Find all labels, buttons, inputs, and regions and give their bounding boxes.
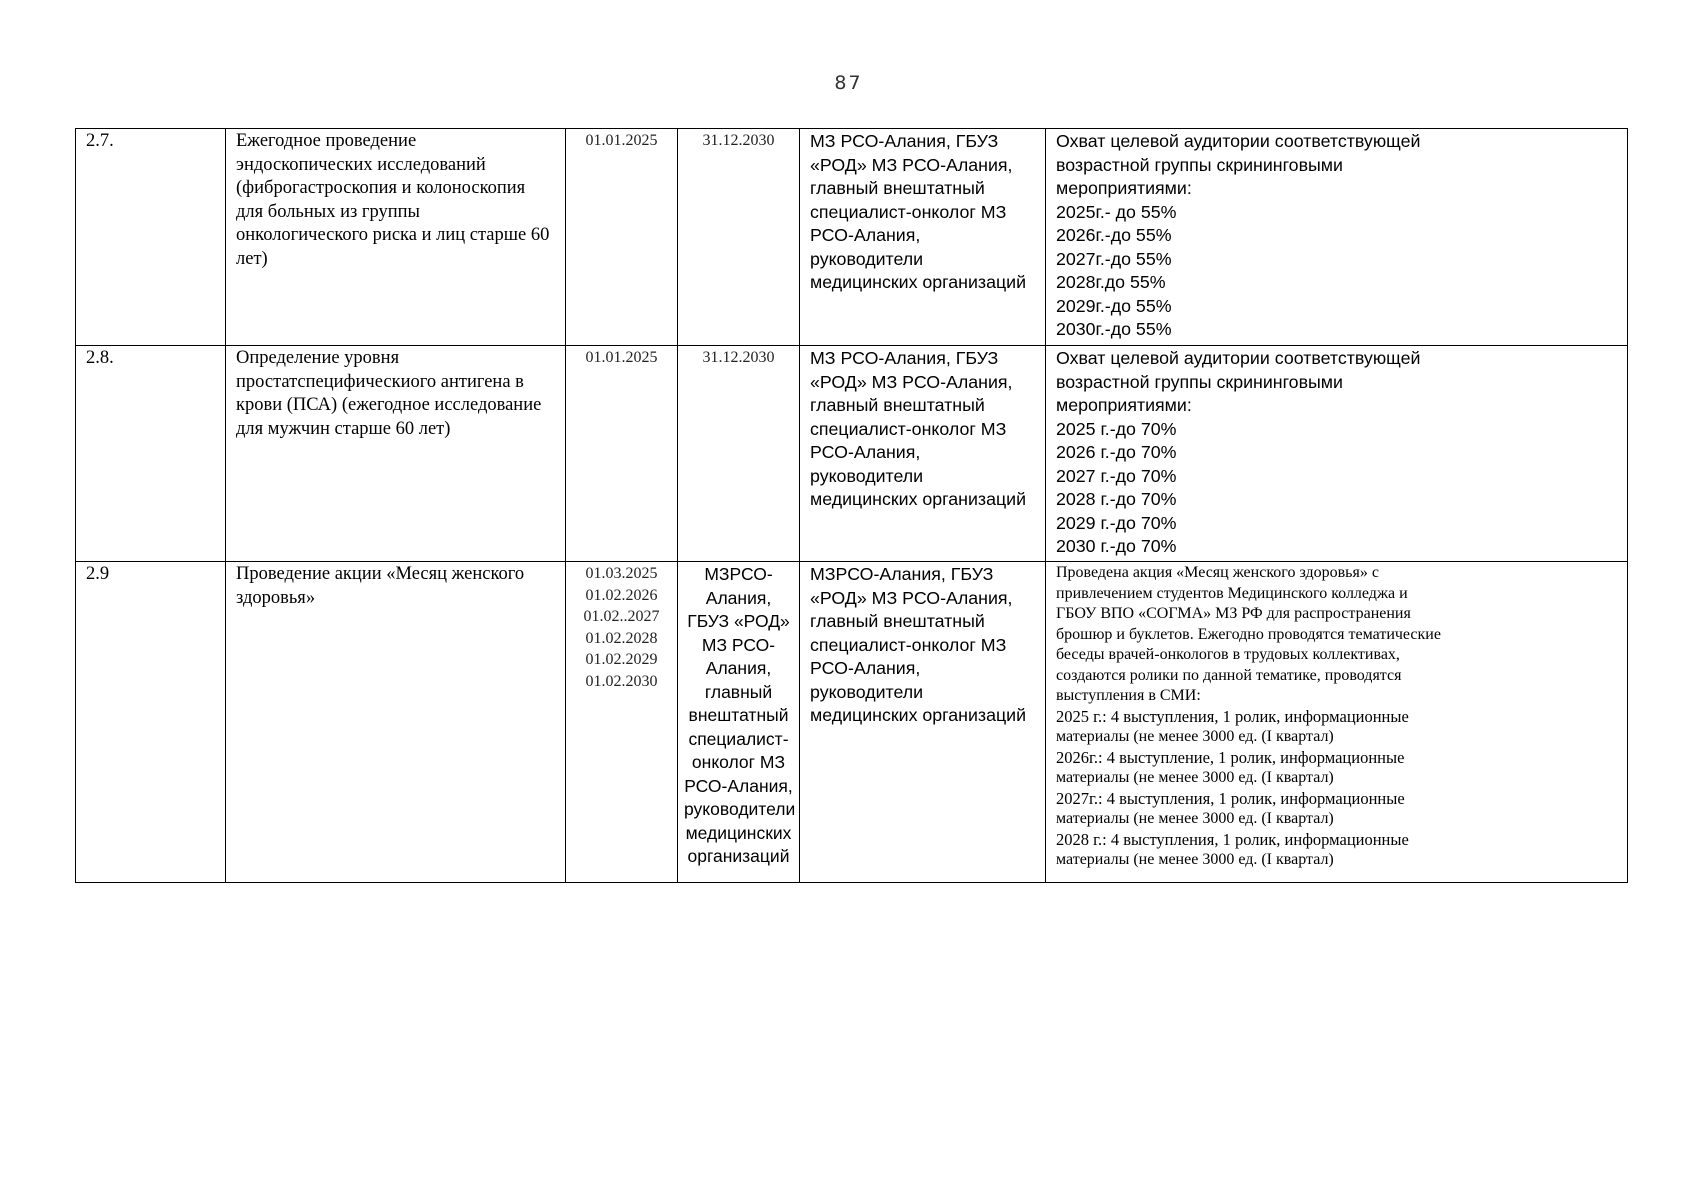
result-line: 2027 г.-до 70%: [1056, 465, 1177, 486]
result-line: 2028 г.: 4 выступления, 1 ролик, информационные: [1056, 829, 1409, 849]
row-number: 2.9: [76, 562, 226, 883]
measure-name: Ежегодное проведение эндоскопических исследований (фиброгастроскопия и колоноскопия для больных из группы онкологического риска и лиц старше 60 лет): [226, 129, 566, 346]
result-line: 2030 г.-до 70%: [1056, 536, 1177, 556]
start-date-line: 01.03.2025: [585, 565, 658, 582]
result-line: 2027г.-до 55%: [1056, 248, 1172, 269]
result-line: 2028г.до 55%: [1056, 272, 1166, 292]
result-line: Охват целевой аудитории соответствующей: [1056, 131, 1421, 151]
result-line: Проведена акция «Месяц женского здоровья» с: [1056, 564, 1379, 581]
result-line: возрастной группы скрининговыми: [1056, 154, 1343, 175]
measure-name: Определение уровня простатспецифическиого антигена в крови (ПСА) (ежегодное исследование для мужчин старше 60 лет): [226, 346, 566, 562]
start-date: [566, 129, 678, 346]
expected-result: [1046, 129, 1628, 346]
result-line: ГБОУ ВПО «СОГМА» МЗ РФ для распространения: [1056, 605, 1411, 622]
row-number: 2.8.: [76, 346, 226, 562]
result-line: выступления в СМИ:: [1056, 687, 1201, 704]
start-date-line: 01.01.2025: [585, 132, 658, 149]
table-row: [76, 346, 1628, 562]
result-line: Охват целевой аудитории соответствующей: [1056, 348, 1421, 368]
result-line: материалы (не менее 3000 ед. (I квартал): [1056, 810, 1334, 827]
end-date: МЗРСО-Алания, ГБУЗ «РОД» МЗ РСО-Алания, главный внештатный специалист-онколог МЗ РСО-Алания, руководители медицинских организаций: [678, 562, 800, 883]
result-line: 2025 г.-до 70%: [1056, 418, 1177, 439]
start-date: [566, 346, 678, 562]
result-line: беседы врачей-онкологов в трудовых коллективах,: [1056, 646, 1400, 663]
start-date-line: 01.02.2026: [585, 586, 658, 604]
result-line: мероприятиями:: [1056, 395, 1192, 415]
page-number: 87: [834, 72, 863, 94]
start-date: [566, 562, 678, 883]
result-line: 2026г.: 4 выступление, 1 ролик, информационные: [1056, 747, 1405, 767]
end-date: 31.12.2030: [678, 346, 800, 562]
executors: МЗ РСО-Алания, ГБУЗ «РОД» МЗ РСО-Алания, главный внештатный специалист-онколог МЗ РСО-Алания, руководители медицинских организаций: [800, 346, 1046, 562]
result-line: материалы (не менее 3000 ед. (I квартал): [1056, 769, 1334, 786]
start-date-line: 01.01.2025: [585, 349, 658, 366]
result-line: материалы (не менее 3000 ед. (I квартал): [1056, 728, 1334, 745]
result-line: 2025 г.: 4 выступления, 1 ролик, информационные: [1056, 706, 1409, 726]
result-line: 2026 г.-до 70%: [1056, 442, 1177, 462]
result-line: привлечением студентов Медицинского колледжа и: [1056, 584, 1408, 602]
executors: МЗ РСО-Алания, ГБУЗ «РОД» МЗ РСО-Алания, главный внештатный специалист-онколог МЗ РСО-Алания, руководители медицинских организаций: [800, 129, 1046, 346]
start-date-line: 01.02..2027: [583, 608, 660, 625]
result-line: 2029г.-до 55%: [1056, 295, 1172, 316]
row-number: 2.7.: [76, 129, 226, 346]
result-line: материалы (не менее 3000 ед. (I квартал): [1056, 851, 1334, 868]
result-line: 2025г.- до 55%: [1056, 201, 1177, 222]
table-row: [76, 129, 1628, 346]
expected-result: [1046, 562, 1628, 883]
table-row: [76, 562, 1628, 883]
result-line: 2030г.-до 55%: [1056, 319, 1172, 339]
result-line: 2029 г.-до 70%: [1056, 512, 1177, 533]
result-line: возрастной группы скрининговыми: [1056, 371, 1343, 392]
result-line: 2028 г.-до 70%: [1056, 489, 1177, 509]
expected-result: [1046, 346, 1628, 562]
result-line: брошюр и буклетов. Ежегодно проводятся тематические: [1056, 625, 1441, 643]
result-line: мероприятиями:: [1056, 178, 1192, 198]
start-date-line: 01.02.2029: [585, 651, 658, 668]
end-date: 31.12.2030: [678, 129, 800, 346]
result-line: 2026г.-до 55%: [1056, 225, 1172, 245]
plan-table: [75, 128, 1628, 883]
start-date-line: 01.02.2030: [585, 672, 658, 690]
result-line: 2027г.: 4 выступления, 1 ролик, информационные: [1056, 788, 1405, 808]
start-date-line: 01.02.2028: [585, 629, 658, 647]
executors: МЗРСО-Алания, ГБУЗ «РОД» МЗ РСО-Алания, главный внештатный специалист-онколог МЗ РСО-Алания, руководители медицинских организаций: [800, 562, 1046, 883]
measure-name: Проведение акции «Месяц женского здоровья»: [226, 562, 566, 883]
result-line: создаются ролики по данной тематике, проводятся: [1056, 666, 1402, 684]
